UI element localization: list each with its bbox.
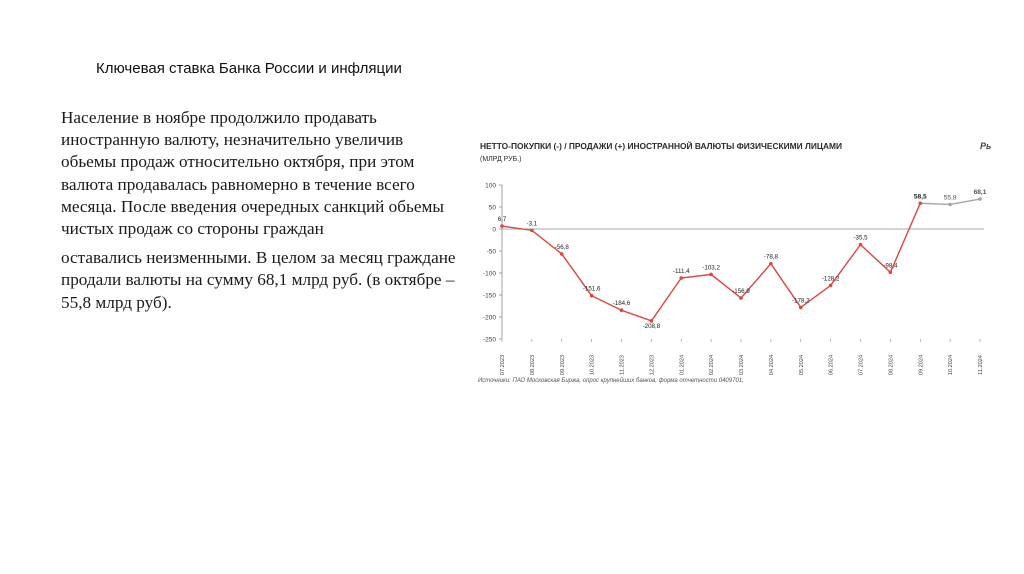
chart-plot-area [483, 183, 987, 376]
x-tick-label: 07.2024 [858, 354, 865, 376]
data-label: -128,2 [821, 275, 840, 283]
x-tick-label: 10.2024 [948, 354, 955, 376]
x-tick-label: 12.2023 [649, 354, 656, 376]
data-point [500, 224, 504, 228]
x-tick-label: 11.2024 [978, 355, 984, 375]
body-paragraph-1: Население в ноябре продолжило продавать иностранную валюту, незначительно увеличив обьемы продаж относительно октября, при этом валюта продавалась равномерно в течение всего месяца. После введения очередных санкций обьемы чистых продаж со стороны граждан [61, 108, 444, 239]
x-tick-label: 03.2024 [739, 354, 745, 376]
chart-title: НЕТТО-ПОКУПКИ (-) / ПРОДАЖИ (+) ИНОСТРАННОЙ ВАЛЮТЫ ФИЗИЧЕСКИМИ ЛИЦАМИ [480, 141, 843, 151]
x-tick-label: 08.2023 [529, 354, 536, 376]
x-tick-label: 09.2023 [559, 354, 566, 376]
y-tick-label: -100 [482, 270, 496, 278]
data-point [918, 201, 922, 205]
chart-subtitle: (МЛРД РУБ.) [480, 156, 522, 163]
data-point [799, 306, 803, 310]
data-label: 6,7 [497, 216, 507, 224]
x-tick-label: 08.2024 [888, 354, 895, 376]
data-point [530, 229, 534, 233]
data-point [620, 308, 624, 312]
data-point [560, 252, 564, 256]
body-paragraph-2: оставались неизменными. В целом за месяц граждане продали валюты на сумму 68,1 млрд руб. (в октябре – 55,8 млрд руб). [61, 248, 456, 312]
data-label: -35,5 [853, 234, 868, 242]
x-tick-label: 05.2024 [798, 354, 805, 376]
chart-corner-mark: Рь [980, 141, 992, 151]
data-point [829, 284, 833, 288]
data-label: -208,8 [642, 322, 661, 330]
data-label: 58,5 [913, 193, 927, 201]
data-point [590, 294, 594, 298]
x-tick-label: 10.2023 [589, 354, 596, 376]
data-point [679, 276, 683, 280]
slide-body-text [61, 107, 461, 314]
data-point [739, 296, 743, 300]
y-tick-label: -200 [482, 314, 496, 322]
data-point [709, 273, 713, 277]
data-label: 55,8 [943, 194, 957, 202]
y-tick-label: -50 [486, 248, 496, 256]
x-tick-label: 04.2024 [768, 354, 775, 376]
x-tick-label: 11.2023 [619, 355, 626, 375]
x-tick-label: 02.2024 [709, 354, 716, 376]
data-point [889, 270, 893, 274]
x-tick-label: 07.2023 [500, 354, 506, 376]
data-label: -78,8 [763, 253, 778, 261]
data-label: -56,8 [554, 243, 569, 251]
slide-title: Ключевая ставка Банка России и инфляции [96, 60, 402, 77]
y-tick-label: -150 [482, 292, 496, 300]
data-point [859, 243, 863, 247]
y-tick-label: 0 [492, 226, 496, 234]
y-tick-label: 50 [488, 204, 496, 212]
x-tick-label: 01.2024 [679, 354, 686, 376]
data-label: -178,2 [791, 297, 810, 305]
fx-net-sales-chart [470, 130, 995, 392]
data-label: -184,6 [612, 300, 631, 308]
y-tick-label: 100 [485, 182, 496, 190]
x-tick-label: 09.2024 [918, 354, 925, 376]
data-label: -98,4 [883, 262, 898, 270]
x-tick-label: 06.2024 [828, 354, 835, 376]
data-label: -156,9 [732, 288, 750, 296]
data-label: -151,6 [582, 285, 601, 293]
data-point [948, 203, 952, 207]
data-label: -111,4 [672, 268, 690, 276]
data-label: -103,2 [702, 264, 720, 272]
chart-source-note: Источники: ПАО Московская Биржа, опрос крупнейших банков, форма отчетности 0409701. [478, 378, 744, 384]
y-tick-label: -250 [482, 336, 496, 344]
data-point [978, 197, 982, 201]
data-label: -3,1 [526, 220, 538, 228]
series-line-red [502, 203, 920, 321]
data-point [769, 262, 773, 266]
data-label: 68,1 [973, 189, 987, 197]
